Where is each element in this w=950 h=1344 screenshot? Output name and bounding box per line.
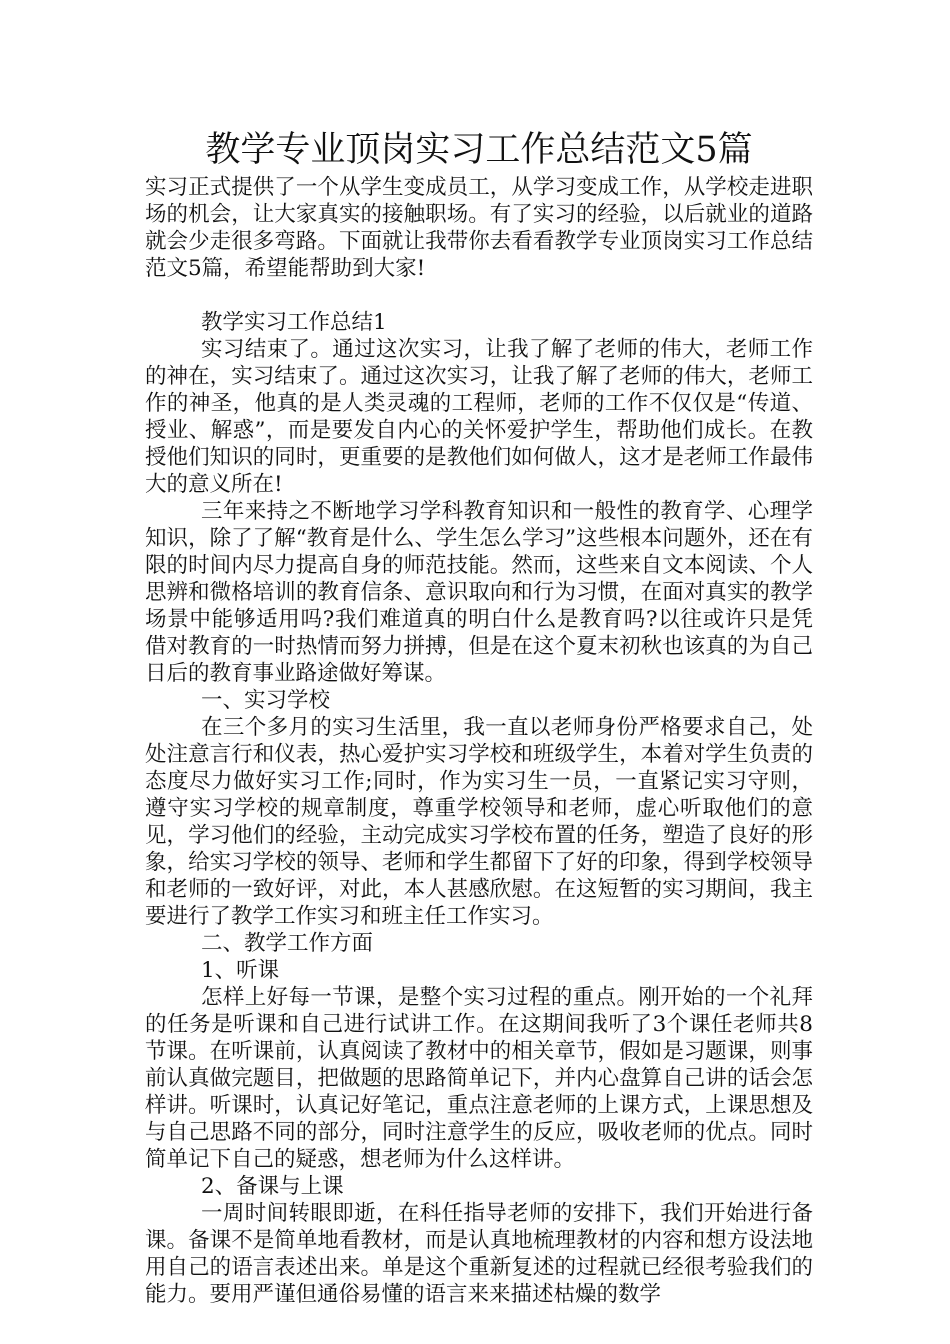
subheading-preparation: 2、备课与上课 [201, 1174, 344, 1199]
document-page [145, 128, 813, 1308]
blank-line [145, 282, 813, 309]
section-heading: 教学实习工作总结1 [201, 310, 387, 335]
subheading-school: 一、实习学校 [201, 688, 331, 713]
body-paragraph: 实习结束了。通过这次实习，让我了解了老师的伟大，老师工作的神在，实习结束了。通过这次实习，让我了解了老师的伟大，老师工作的神圣，他真的是人类灵魂的工程师，老师的工作不仅仅是“传道、授业、解惑”，而是要发自内心的关怀爱护学生，帮助他们成长。在教授他们知识的同时，更重要的是教他们如何做人，这才是老师工作最伟大的意义所在! [145, 337, 813, 497]
body-paragraph: 怎样上好每一节课，是整个实习过程的重点。刚开始的一个礼拜的任务是听课和自己进行试讲工作。在这期间我听了3个课任老师共8节课。在听课前，认真阅读了教材中的相关章节，假如是习题课，则事前认真做完题目，把做题的思路简单记下，并内心盘算自己讲的话会怎样讲。听课时，认真记好笔记，重点注意老师的上课方式，上课思想及与自己思路不同的部分，同时注意学生的反应，吸收老师的优点。同时简单记下自己的疑惑，想老师为什么这样讲。 [145, 985, 813, 1172]
subheading-listening: 1、听课 [201, 958, 280, 983]
document-title: 教学专业顶岗实习工作总结范文5篇 [205, 130, 753, 170]
body-paragraph: 三年来持之不断地学习学科教育知识和一般性的教育学、心理学知识，除了了解“教育是什么、学生怎么学习”这些根本问题外，还在有限的时间内尽力提高自身的师范技能。然而，这些来自文本阅读、个人思辨和微格培训的教育信条、意识取向和行为习惯，在面对真实的教学场景中能够适用吗?我们难道真的明白什么是教育吗?以往或许只是凭借对教育的一时热情而努力拼搏，但是在这个夏末初秋也该真的为自己日后的教育事业路途做好筹谋。 [145, 499, 813, 686]
body-paragraph: 一周时间转眼即逝，在科任指导老师的安排下，我们开始进行备课。备课不是简单地看教材，而是认真地梳理教材的内容和想方设法地用自己的语言表述出来。单是这个重新复述的过程就已经很考验我们的能力。要用严谨但通俗易懂的语言来来描述枯燥的数学 [145, 1201, 813, 1307]
body-paragraph: 在三个多月的实习生活里，我一直以老师身份严格要求自己，处处注意言行和仪表，热心爱护实习学校和班级学生，本着对学生负责的态度尽力做好实习工作;同时，作为实习生一员，一直紧记实习守则，遵守实习学校的规章制度，尊重学校领导和老师，虚心听取他们的意见，学习他们的经验，主动完成实习学校布置的任务，塑造了良好的形象，给实习学校的领导、老师和学生都留下了好的印象，得到学校领导和老师的一致好评，对此，本人甚感欣慰。在这短暂的实习期间，我主要进行了教学工作实习和班主任工作实习。 [145, 715, 813, 929]
intro-paragraph: 实习正式提供了一个从学生变成员工，从学习变成工作，从学校走进职场的机会，让大家真实的接触职场。有了实习的经验，以后就业的道路就会少走很多弯路。下面就让我带你去看看教学专业顶岗实习工作总结范文5篇，希望能帮助到大家! [145, 175, 813, 281]
subheading-teaching: 二、教学工作方面 [201, 931, 374, 956]
